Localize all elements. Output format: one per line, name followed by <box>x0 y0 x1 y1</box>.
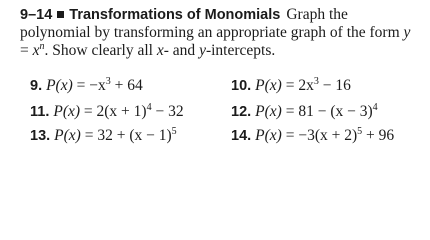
function-name: P(x) <box>46 77 73 94</box>
expression: = −x <box>72 77 106 94</box>
exercise-number: 11. <box>30 104 50 120</box>
intercepts-text: -intercepts. <box>205 42 276 59</box>
exponent: 5 <box>357 125 363 137</box>
exercise-12 <box>231 103 378 121</box>
and-text: - and <box>163 42 200 59</box>
form-base: x <box>32 42 40 59</box>
expression: = 2(x + 1) <box>80 103 147 120</box>
exercise-number: 9. <box>30 78 43 94</box>
form-lhs: y <box>403 24 411 41</box>
exercise-13 <box>30 127 177 145</box>
exponent: 5 <box>171 125 177 137</box>
function-name: P(x) <box>255 127 282 144</box>
section-topic: Transformations of Monomials <box>69 7 281 23</box>
bullet-square-icon <box>57 11 64 18</box>
function-name: P(x) <box>255 77 282 94</box>
instructions-text: Graph the polynomial by transforming an appropriate graph of the form <box>20 6 404 41</box>
y-variable: y <box>199 42 206 59</box>
exercise-number: 10. <box>231 78 252 94</box>
exponent: 4 <box>372 101 378 113</box>
expression-tail: + 64 <box>110 77 143 94</box>
function-name: P(x) <box>53 103 81 120</box>
exercise-11 <box>30 103 184 121</box>
instructions-text-2: . Show clearly all <box>44 42 157 59</box>
exercise-number: 13. <box>30 128 51 144</box>
exercise-14 <box>231 127 394 145</box>
expression-tail: + 96 <box>362 127 395 144</box>
function-name: P(x) <box>255 103 282 120</box>
exercise-number: 14. <box>231 128 252 144</box>
exercise-range: 9–14 <box>20 7 53 23</box>
exercise-9 <box>30 77 143 95</box>
exponent: 4 <box>146 101 152 113</box>
exercise-number: 12. <box>231 104 252 120</box>
form-eq: = <box>20 42 33 59</box>
expression: = 32 + (x − 1) <box>80 127 172 144</box>
exponent: 3 <box>313 75 319 87</box>
expression: = −3(x + 2) <box>281 127 358 144</box>
exercise-instructions <box>20 6 420 60</box>
x-variable: x <box>156 42 164 59</box>
expression-tail: − 16 <box>318 77 351 94</box>
exponent: 3 <box>105 75 111 87</box>
expression: = 2x <box>281 77 314 94</box>
expression: = 81 − (x − 3) <box>281 103 373 120</box>
function-name: P(x) <box>54 127 81 144</box>
exercise-10 <box>231 77 351 95</box>
form-exponent: n <box>39 40 45 52</box>
expression-tail: − 32 <box>151 103 184 120</box>
